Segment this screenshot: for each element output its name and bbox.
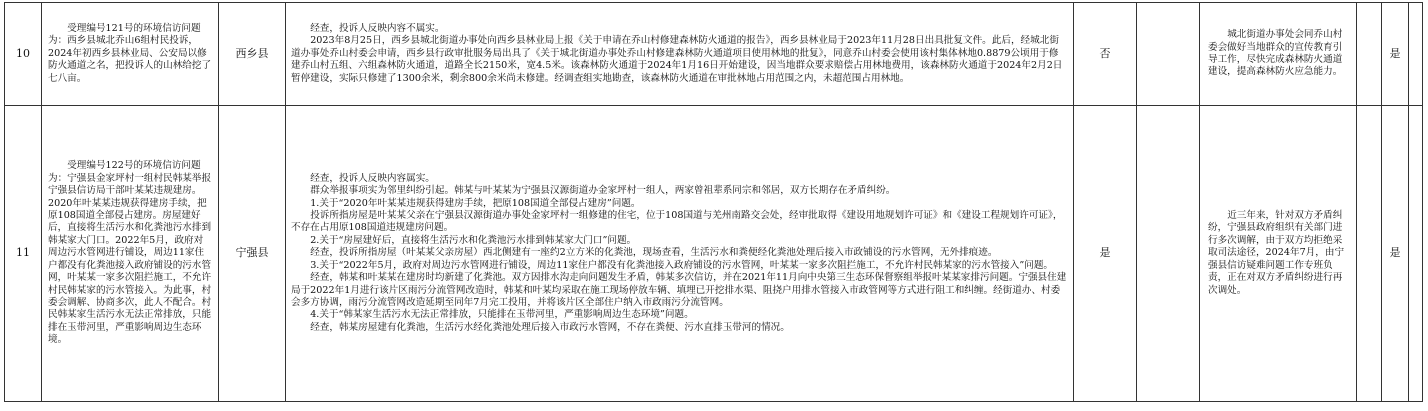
- county-cell: 宁强县: [219, 106, 286, 402]
- verified-cell: 否: [1074, 3, 1137, 106]
- inspection-table: [4, 2, 1423, 402]
- finished-cell: 是: [1382, 3, 1409, 106]
- measures-text: 近三年来，针对双方矛盾纠纷，宁强县政府组织有关部门进行多次调解，由于双方均拒绝采取司法途径，2024年7月，由宁强县信访疑难问题工作专班负责，正在对双方矛盾纠纷进行再次调处。: [1208, 210, 1345, 296]
- investigation-content: [286, 106, 1074, 402]
- content-paragraph: 经查，投诉所指房屋（叶某某父亲房屋）西北侧建有一座约2立方米的化粪池，现场查看，生活污水和粪便经化粪池处理后接入市政铺设的污水管网，无外排痕迹。: [310, 247, 998, 259]
- content-paragraph: 经查，投诉人反映内容不属实。: [310, 22, 445, 34]
- measures-cell: [1200, 106, 1357, 402]
- table-row: [5, 3, 1423, 106]
- content-paragraph: 经查，韩某和叶某某在建房时均新建了化粪池。双方因排水沟走向问题发生矛盾，韩某多次信访，并在2021年11月向中央第三生态环保督察组举报叶某某家排污问题。宁强县住建局于2022年1月进行该片区雨污分流管网改造时，韩某和叶某均采取在施工现场停放车辆、填埋已开挖排水渠、阻挠户用排水管接入市政管网等方式进行阻工和纠缠。经街道办、村委会多方协调，雨污分流管网改造延期至同年7月完工投用，并将该片区全部住户纳入市政雨污分流管网。: [291, 272, 1067, 308]
- measures-text: 城北街道办事处会同乔山村委会做好当地群众的宣传教育引导工作，尽快完成森林防火通道建设，提高森林防火应急能力。: [1208, 29, 1343, 78]
- content-paragraph: 投诉所指房屋是叶某某父亲在宁强县汉源街道办事处金家坪村一组修建的住宅，位于108国道与羌州南路交会处，经审批取得《建设用地规划许可证》和《建设工程规划许可证》，不存在占用原108国道违规建房问题。: [291, 210, 1063, 234]
- blank-cell: [1357, 106, 1382, 402]
- verified-cell: 是: [1074, 106, 1137, 402]
- complaint-description-cell: [42, 106, 219, 402]
- content-paragraph: 群众举报事项实为邻里纠纷引起。韩某与叶某某为宁强县汉源街道办金家坪村一组人，两家曾祖辈系同宗和邻居，双方长期存在矛盾纠纷。: [310, 185, 896, 197]
- complaint-description: 受理编号122号的环境信访问题为：宁强县金家坪村一组村民韩某举报宁强县信访局干部叶某某违规建房。2020年叶某某违规获得建房手续，把原108国道全部侵占建房。房屋建好后，直接将生活污水和化粪池污水排到韩某家大门口。2022年5月，政府对周边污水管网进行铺设，周边11家住户都没有化粪池接入政府铺设的污水管网，叶某某一家多次阻拦施工，不允许村民韩某家的污水管接入。为此事，村委会调解、协商多次，此人不配合。村民韩某家生活污水无法正常排放，只能排在玉带河里，严重影响周边生态环境。: [48, 160, 212, 346]
- content-paragraph: 2023年8月25日，西乡县城北街道办事处向西乡县林业局上报《关于申请在乔山村修建森林防火通道的报告》，西乡县林业局于2023年11月28日出具批复文件。此后，经城北街道办事处乔山村委会申请，西乡县行政审批服务局出具了《关于城北街道办事处乔山村修建森林防火通道项目使用林地的批复》，同意乔山村委会使用该村集体林地0.8879公顷用于修建乔山村五组、六组森林防火通道，道路全长2150米，宽4.5米。该森林防火通道于2024年1月16日开始建设，因当地群众要求赔偿占用林地费用，该森林防火通道于2024年2月2日暂停建设，实际只修建了1300余米，剩余800余米尚未修建。经调查组实地勘查，该森林防火通道在审批林地占用范围之内，未超范围占用林地。: [291, 35, 1063, 84]
- row-number: 11: [5, 106, 42, 402]
- blank-cell: [1409, 106, 1423, 402]
- measures-cell: [1200, 3, 1357, 106]
- investigation-content: [286, 3, 1074, 106]
- county-cell: 西乡县: [219, 3, 286, 106]
- blank-cell: [1137, 3, 1200, 106]
- table-row: [5, 106, 1423, 402]
- row-number: 10: [5, 3, 42, 106]
- finished-cell: 是: [1382, 106, 1409, 402]
- blank-cell: [1409, 3, 1423, 106]
- content-paragraph: 2.关于“房屋建好后，直接将生活污水和化粪池污水排到韩某家大门口”问题。: [310, 234, 637, 246]
- complaint-description: 受理编号121号的环境信访问题为：西乡县城北乔山6组村民投诉，2024年初西乡县林业局、公安局以修防火通道之名，把投诉人的山林给挖了七八亩。: [48, 22, 212, 84]
- content-paragraph: 经查，韩某房屋建有化粪池，生活污水经化粪池处理后接入市政污水管网，不存在粪便、污水直排玉带河的情况。: [310, 321, 790, 333]
- blank-cell: [1357, 3, 1382, 106]
- content-paragraph: 经查，投诉人反映内容属实。: [310, 172, 435, 184]
- content-paragraph: 3.关于“2022年5月，政府对周边污水管网进行铺设，周边11家住户都没有化粪池接入政府铺设的污水管网，叶某某一家多次阻拦施工，不允许村民韩某家的污水管接入”问题。: [310, 259, 1054, 271]
- content-paragraph: 1.关于“2020年叶某某违规获得建房手续，把原108国道全部侵占建房”问题。: [310, 197, 641, 209]
- blank-cell: [1137, 106, 1200, 402]
- complaint-description-cell: [42, 3, 219, 106]
- content-paragraph: 4.关于“韩某家生活污水无法正常排放，只能排在玉带河里，严重影响周边生态环境”问题。: [310, 309, 694, 321]
